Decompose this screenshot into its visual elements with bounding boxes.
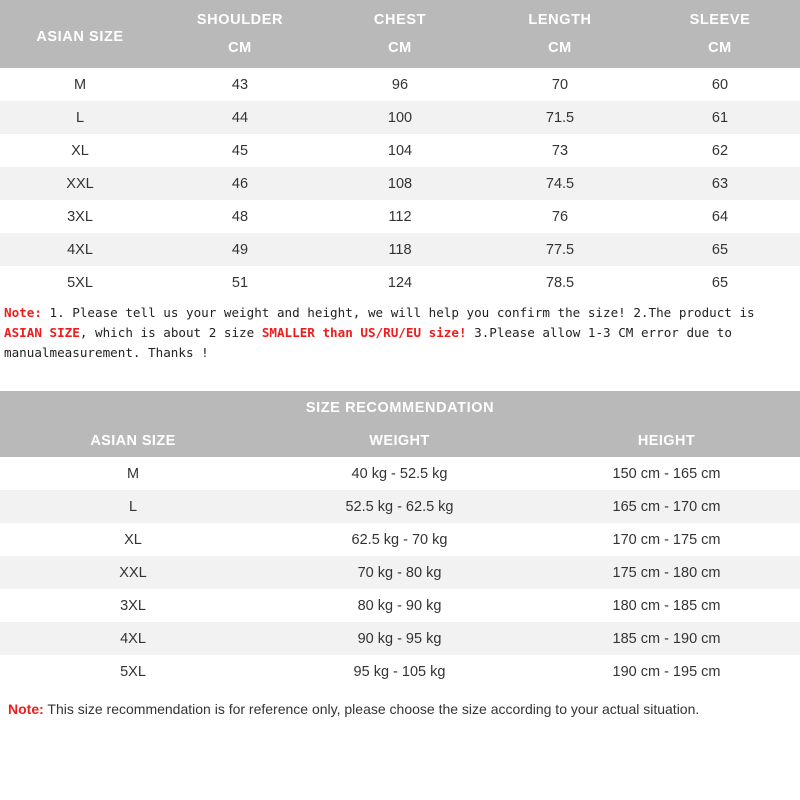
table-row (0, 200, 800, 233)
table-row (0, 167, 800, 200)
recommendation-header-row (0, 424, 800, 457)
note-text-part4: 3.Please allow 1-3 CM error due to manualmeasurement. Thanks ! (4, 325, 732, 360)
cell-shoulder: 51 (160, 266, 320, 299)
cell-size: XXL (0, 167, 160, 200)
cell-length: 70 (480, 68, 640, 101)
header-length-unit: CM (480, 34, 640, 68)
cell-length: 76 (480, 200, 640, 233)
cell-shoulder: 49 (160, 233, 320, 266)
cell-length: 73 (480, 134, 640, 167)
table-row (0, 556, 800, 589)
rec-header-weight: WEIGHT (266, 424, 533, 457)
cell-chest: 96 (320, 68, 480, 101)
note-label: Note: (4, 305, 42, 320)
cell-height: 190 cm - 195 cm (533, 655, 800, 688)
cell-chest: 124 (320, 266, 480, 299)
header-chest: CHEST (320, 0, 480, 34)
cell-size: 3XL (0, 200, 160, 233)
size-recommendation-table (0, 391, 800, 688)
cell-size: 4XL (0, 233, 160, 266)
cell-chest: 112 (320, 200, 480, 233)
cell-length: 71.5 (480, 101, 640, 134)
cell-size: 5XL (0, 266, 160, 299)
cell-sleeve: 61 (640, 101, 800, 134)
table-row (0, 266, 800, 299)
cell-height: 175 cm - 180 cm (533, 556, 800, 589)
measurement-note (0, 299, 800, 363)
recommendation-title: SIZE RECOMMENDATION (0, 391, 800, 424)
recommendation-title-row (0, 391, 800, 424)
cell-weight: 40 kg - 52.5 kg (266, 457, 533, 490)
note-text-part1: 1. Please tell us your weight and height, we will help you confirm the size! 2.The product is (41, 305, 755, 320)
note-smaller-emphasis: SMALLER (261, 325, 315, 340)
cell-shoulder: 46 (160, 167, 320, 200)
cell-sleeve: 65 (640, 233, 800, 266)
cell-length: 74.5 (480, 167, 640, 200)
cell-height: 185 cm - 190 cm (533, 622, 800, 655)
table-row (0, 523, 800, 556)
cell-size: 5XL (0, 655, 266, 688)
cell-height: 180 cm - 185 cm (533, 589, 800, 622)
cell-size: M (0, 68, 160, 101)
header-sleeve-unit: CM (640, 34, 800, 68)
note-exclaim: ! (458, 325, 467, 340)
size-table-header-row-names (0, 0, 800, 34)
cell-sleeve: 63 (640, 167, 800, 200)
cell-sleeve: 64 (640, 200, 800, 233)
cell-size: 4XL (0, 622, 266, 655)
table-row (0, 655, 800, 688)
cell-weight: 62.5 kg - 70 kg (266, 523, 533, 556)
table-row (0, 134, 800, 167)
note2-text: This size recommendation is for reference only, please choose the size according to your actual situation. (43, 701, 700, 717)
cell-size: XL (0, 523, 266, 556)
cell-size: XXL (0, 556, 266, 589)
note-asian-size-emphasis: ASIAN SIZE (4, 325, 80, 340)
recommendation-note (0, 688, 800, 720)
cell-shoulder: 44 (160, 101, 320, 134)
cell-size: L (0, 101, 160, 134)
note-region-emphasis: US/RU/EU size (360, 325, 459, 340)
cell-chest: 104 (320, 134, 480, 167)
cell-length: 78.5 (480, 266, 640, 299)
cell-shoulder: 48 (160, 200, 320, 233)
cell-sleeve: 65 (640, 266, 800, 299)
note-text-part3: than (314, 325, 361, 340)
cell-sleeve: 62 (640, 134, 800, 167)
cell-size: XL (0, 134, 160, 167)
cell-sleeve: 60 (640, 68, 800, 101)
table-row (0, 589, 800, 622)
cell-height: 170 cm - 175 cm (533, 523, 800, 556)
rec-header-asian-size: ASIAN SIZE (0, 424, 266, 457)
table-row (0, 622, 800, 655)
section-spacer (0, 363, 800, 391)
cell-weight: 90 kg - 95 kg (266, 622, 533, 655)
table-row (0, 68, 800, 101)
header-shoulder: SHOULDER (160, 0, 320, 34)
header-sleeve: SLEEVE (640, 0, 800, 34)
rec-header-height: HEIGHT (533, 424, 800, 457)
cell-size: 3XL (0, 589, 266, 622)
cell-chest: 100 (320, 101, 480, 134)
cell-size: M (0, 457, 266, 490)
header-chest-unit: CM (320, 34, 480, 68)
cell-size: L (0, 490, 266, 523)
note-text-part2: , which is about 2 size (79, 325, 262, 340)
table-row (0, 101, 800, 134)
cell-shoulder: 43 (160, 68, 320, 101)
note2-label: Note: (8, 701, 44, 717)
table-row (0, 490, 800, 523)
cell-shoulder: 45 (160, 134, 320, 167)
header-shoulder-unit: CM (160, 34, 320, 68)
cell-length: 77.5 (480, 233, 640, 266)
cell-weight: 70 kg - 80 kg (266, 556, 533, 589)
table-row (0, 233, 800, 266)
header-length: LENGTH (480, 0, 640, 34)
cell-weight: 95 kg - 105 kg (266, 655, 533, 688)
cell-height: 165 cm - 170 cm (533, 490, 800, 523)
cell-chest: 108 (320, 167, 480, 200)
cell-height: 150 cm - 165 cm (533, 457, 800, 490)
cell-weight: 52.5 kg - 62.5 kg (266, 490, 533, 523)
size-measurement-table (0, 0, 800, 299)
cell-chest: 118 (320, 233, 480, 266)
cell-weight: 80 kg - 90 kg (266, 589, 533, 622)
table-row (0, 457, 800, 490)
header-asian-size: ASIAN SIZE (0, 0, 160, 68)
